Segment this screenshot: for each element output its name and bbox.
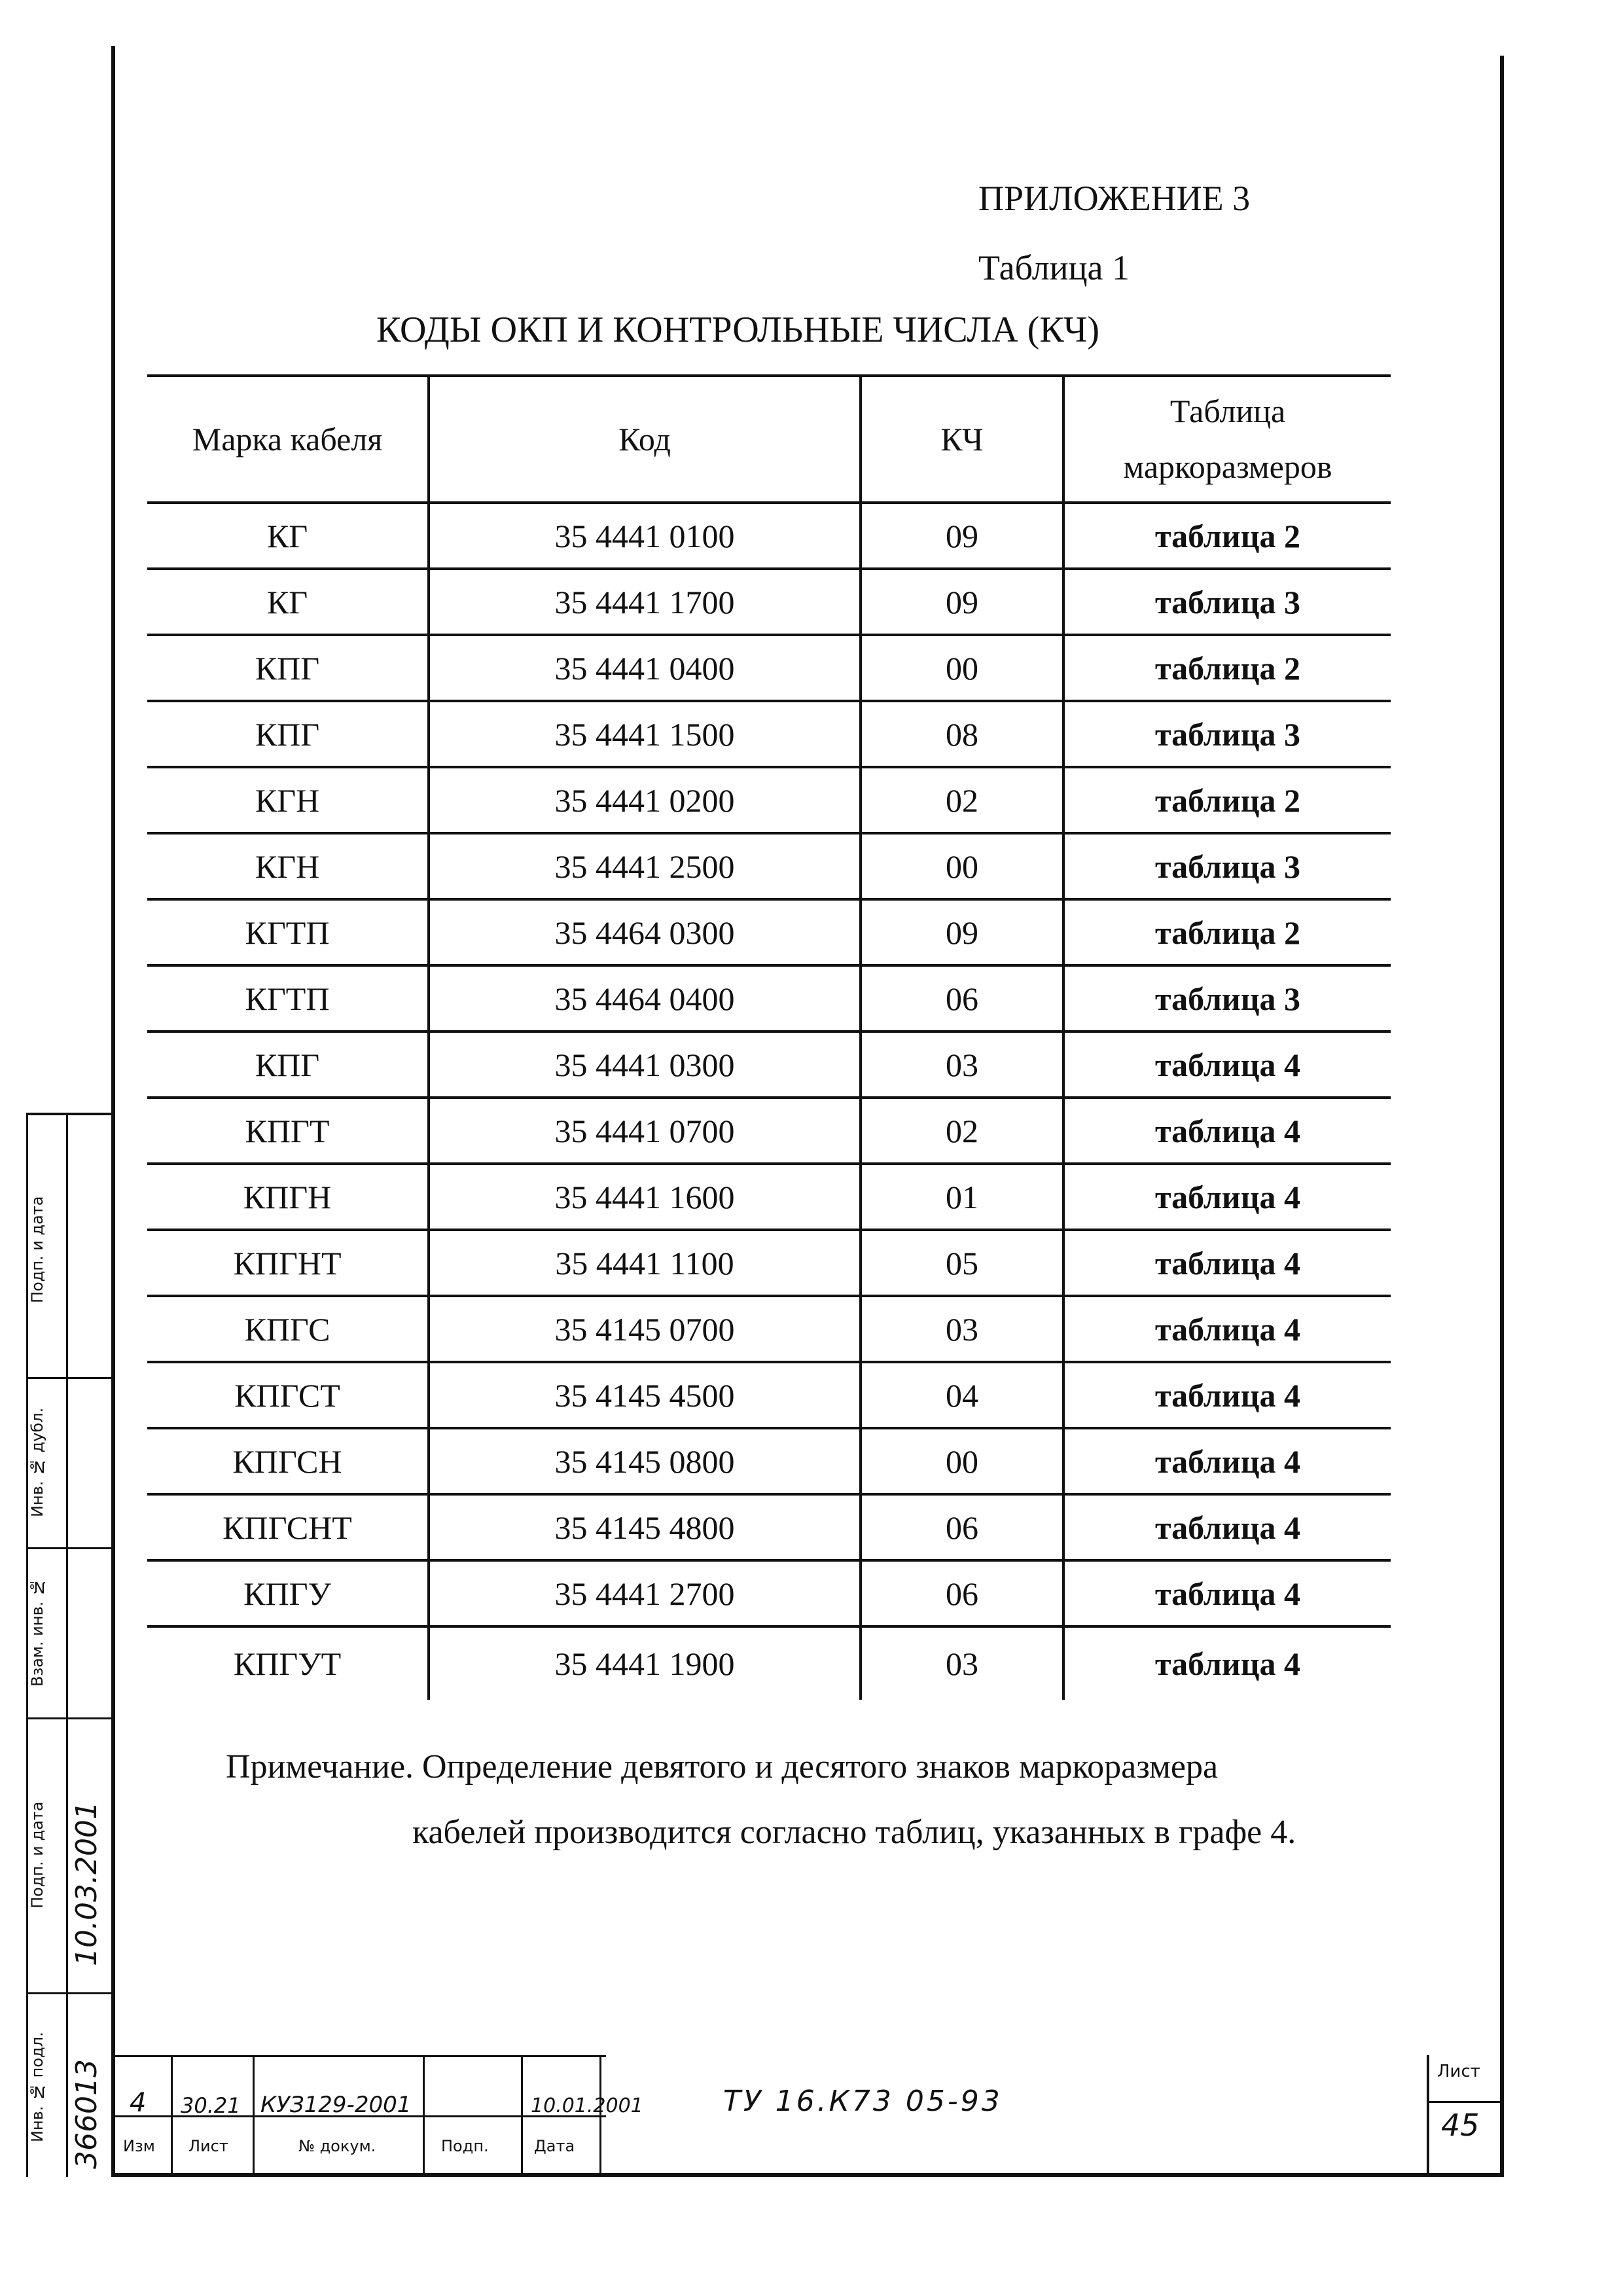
cell-kch: 03 bbox=[861, 1626, 1063, 1700]
cell-brand: КГ bbox=[147, 569, 429, 635]
cell-kch: 02 bbox=[861, 767, 1063, 833]
cell-brand: КПГС bbox=[147, 1296, 429, 1362]
cell-kch: 08 bbox=[861, 701, 1063, 767]
cell-code: 35 4441 0400 bbox=[429, 635, 861, 701]
table-row bbox=[147, 1428, 1391, 1494]
table-row bbox=[147, 1494, 1391, 1560]
table-row bbox=[147, 767, 1391, 833]
title-block-divider bbox=[423, 2055, 425, 2173]
cell-code: 35 4441 1100 bbox=[429, 1230, 861, 1296]
cell-brand: КПГ bbox=[147, 1031, 429, 1098]
cell-kch: 00 bbox=[861, 635, 1063, 701]
cell-size-table: таблица 3 bbox=[1063, 833, 1391, 899]
cell-code: 35 4441 0100 bbox=[429, 503, 861, 569]
side-stamp-row-line bbox=[28, 1377, 113, 1379]
column-header-kch: КЧ bbox=[861, 376, 1063, 503]
cell-code: 35 4441 2700 bbox=[429, 1560, 861, 1626]
caption-date: Дата bbox=[534, 2137, 575, 2155]
note-line-2: кабелей производится согласно таблиц, указанных в графе 4. bbox=[412, 1814, 1296, 1851]
cell-code: 35 4441 1500 bbox=[429, 701, 861, 767]
cell-size-table: таблица 3 bbox=[1063, 569, 1391, 635]
cell-code: 35 4441 1900 bbox=[429, 1626, 861, 1700]
cell-brand: КПГУ bbox=[147, 1560, 429, 1626]
cell-kch: 00 bbox=[861, 1428, 1063, 1494]
cell-code: 35 4464 0300 bbox=[429, 899, 861, 965]
document-code: ТУ 16.К73 05-93 bbox=[723, 2085, 1003, 2118]
title-block-rev: 4 bbox=[130, 2088, 147, 2118]
cell-brand: КПГНТ bbox=[147, 1230, 429, 1296]
table-row bbox=[147, 1098, 1391, 1164]
table-row bbox=[147, 701, 1391, 767]
cell-code: 35 4145 0700 bbox=[429, 1296, 861, 1362]
title-block-doc-no: КУЗ129-2001 bbox=[260, 2092, 412, 2118]
cell-brand: КПГН bbox=[147, 1164, 429, 1230]
cell-kch: 06 bbox=[861, 1494, 1063, 1560]
cell-size-table: таблица 2 bbox=[1063, 767, 1391, 833]
side-handwritten-date: 10.03.2001 bbox=[70, 1801, 103, 1966]
side-label-dup-inv: Инв. № дубл. bbox=[28, 1407, 46, 1517]
sheet-number: 45 bbox=[1441, 2108, 1480, 2143]
column-header-code: Код bbox=[429, 376, 861, 503]
side-label-orig-inv: Инв. № подл. bbox=[28, 2032, 46, 2143]
cell-kch: 06 bbox=[861, 965, 1063, 1031]
cell-brand: КПГТ bbox=[147, 1098, 429, 1164]
frame-right-border bbox=[1500, 56, 1504, 2176]
side-stamp bbox=[26, 1113, 111, 2177]
cell-kch: 05 bbox=[861, 1230, 1063, 1296]
cell-kch: 09 bbox=[861, 569, 1063, 635]
title-block-sheet-value: 30.21 bbox=[181, 2093, 241, 2118]
cell-size-table: таблица 4 bbox=[1063, 1098, 1391, 1164]
cell-brand: КПГ bbox=[147, 701, 429, 767]
cell-size-table: таблица 4 bbox=[1063, 1296, 1391, 1362]
table-row bbox=[147, 899, 1391, 965]
cell-size-table: таблица 3 bbox=[1063, 965, 1391, 1031]
cell-brand: КГН bbox=[147, 833, 429, 899]
cell-code: 35 4145 4800 bbox=[429, 1494, 861, 1560]
side-stamp-row-line bbox=[28, 1547, 113, 1549]
cell-brand: КГ bbox=[147, 503, 429, 569]
cell-code: 35 4441 0700 bbox=[429, 1098, 861, 1164]
side-stamp-row-line bbox=[28, 1992, 113, 1994]
table-row bbox=[147, 1230, 1391, 1296]
table-row bbox=[147, 635, 1391, 701]
cell-size-table: таблица 3 bbox=[1063, 701, 1391, 767]
cell-brand: КГН bbox=[147, 767, 429, 833]
table-body bbox=[147, 503, 1391, 1700]
cell-size-table: таблица 4 bbox=[1063, 1230, 1391, 1296]
cell-kch: 00 bbox=[861, 833, 1063, 899]
cell-size-table: таблица 4 bbox=[1063, 1626, 1391, 1700]
cell-brand: КПГ bbox=[147, 635, 429, 701]
cell-brand: КПГСН bbox=[147, 1428, 429, 1494]
table-row bbox=[147, 1296, 1391, 1362]
side-handwritten-inv: 366013 bbox=[70, 2059, 103, 2169]
cell-size-table: таблица 2 bbox=[1063, 899, 1391, 965]
cell-code: 35 4145 0800 bbox=[429, 1428, 861, 1494]
appendix-heading: ПРИЛОЖЕНИЕ 3 bbox=[978, 179, 1251, 218]
cell-size-table: таблица 4 bbox=[1063, 1164, 1391, 1230]
table-title: КОДЫ ОКП И КОНТРОЛЬНЫЕ ЧИСЛА (КЧ) bbox=[376, 310, 1099, 350]
cell-kch: 09 bbox=[861, 899, 1063, 965]
table-row bbox=[147, 1626, 1391, 1700]
cell-size-table: таблица 4 bbox=[1063, 1494, 1391, 1560]
cell-brand: КПГУТ bbox=[233, 1645, 342, 1682]
cell-size-table: таблица 4 bbox=[1063, 1428, 1391, 1494]
cell-kch: 04 bbox=[861, 1362, 1063, 1428]
cell-brand: КПГСТ bbox=[147, 1362, 429, 1428]
cell-kch: 03 bbox=[861, 1296, 1063, 1362]
caption-signature: Подп. bbox=[441, 2137, 489, 2155]
sheet-caption: Лист bbox=[1437, 2062, 1480, 2081]
okp-codes-table bbox=[147, 374, 1391, 1700]
table-number: Таблица 1 bbox=[978, 248, 1130, 287]
sheet-box-line bbox=[1429, 2101, 1503, 2103]
cell-kch: 03 bbox=[861, 1031, 1063, 1098]
table-row bbox=[147, 569, 1391, 635]
cell-size-table: таблица 4 bbox=[1063, 1362, 1391, 1428]
cell-code: 35 4441 0300 bbox=[429, 1031, 861, 1098]
cell-code: 35 4464 0400 bbox=[429, 965, 861, 1031]
table-row bbox=[147, 1362, 1391, 1428]
title-block-date-value: 10.01.2001 bbox=[531, 2094, 643, 2117]
cell-kch: 06 bbox=[861, 1560, 1063, 1626]
note-line-1: Примечание. Определение девятого и десятого знаков маркоразмера bbox=[226, 1748, 1219, 1785]
cell-kch: 01 bbox=[861, 1164, 1063, 1230]
table-row bbox=[147, 1031, 1391, 1098]
cell-code: 35 4441 2500 bbox=[429, 833, 861, 899]
cell-size-table: таблица 4 bbox=[1063, 1031, 1391, 1098]
table-row bbox=[147, 1164, 1391, 1230]
cell-code: 35 4441 1600 bbox=[429, 1164, 861, 1230]
cell-brand: КПГСНТ bbox=[147, 1494, 429, 1560]
cell-size-table: таблица 4 bbox=[1063, 1560, 1391, 1626]
frame-left-border bbox=[111, 46, 115, 2173]
cell-size-table: таблица 2 bbox=[1063, 503, 1391, 569]
column-header-brand: Марка кабеля bbox=[147, 376, 429, 503]
side-label-replace-inv: Взам. инв. № bbox=[28, 1578, 46, 1687]
table-header-row bbox=[147, 376, 1391, 503]
cell-kch: 02 bbox=[861, 1098, 1063, 1164]
frame-bottom-border bbox=[111, 2173, 1504, 2177]
side-stamp-divider bbox=[66, 1115, 68, 2177]
column-header-size-table: Таблица маркоразмеров bbox=[1063, 376, 1391, 503]
caption-rev: Изм bbox=[123, 2137, 155, 2155]
side-stamp-row-line bbox=[28, 1717, 113, 1719]
title-block-divider bbox=[521, 2055, 523, 2173]
cell-code: 35 4441 0200 bbox=[429, 767, 861, 833]
cell-size-table: таблица 2 bbox=[1063, 635, 1391, 701]
title-block-divider bbox=[253, 2055, 255, 2173]
side-label-sign-date-2: Подп. и дата bbox=[28, 1801, 46, 1909]
table-row bbox=[147, 1560, 1391, 1626]
cell-kch: 09 bbox=[861, 503, 1063, 569]
title-block-top-line bbox=[115, 2055, 606, 2057]
table-row bbox=[147, 965, 1391, 1031]
cell-code: 35 4441 1700 bbox=[429, 569, 861, 635]
caption-sheet: Лист bbox=[188, 2137, 228, 2155]
table-row bbox=[147, 503, 1391, 569]
caption-doc-no: № докум. bbox=[298, 2137, 376, 2155]
cell-code: 35 4145 4500 bbox=[429, 1362, 861, 1428]
title-block-divider bbox=[171, 2055, 173, 2173]
table-row bbox=[147, 833, 1391, 899]
side-label-sign-date: Подп. и дата bbox=[28, 1196, 46, 1303]
cell-brand: КГТП bbox=[147, 899, 429, 965]
cell-brand: КГТП bbox=[147, 965, 429, 1031]
